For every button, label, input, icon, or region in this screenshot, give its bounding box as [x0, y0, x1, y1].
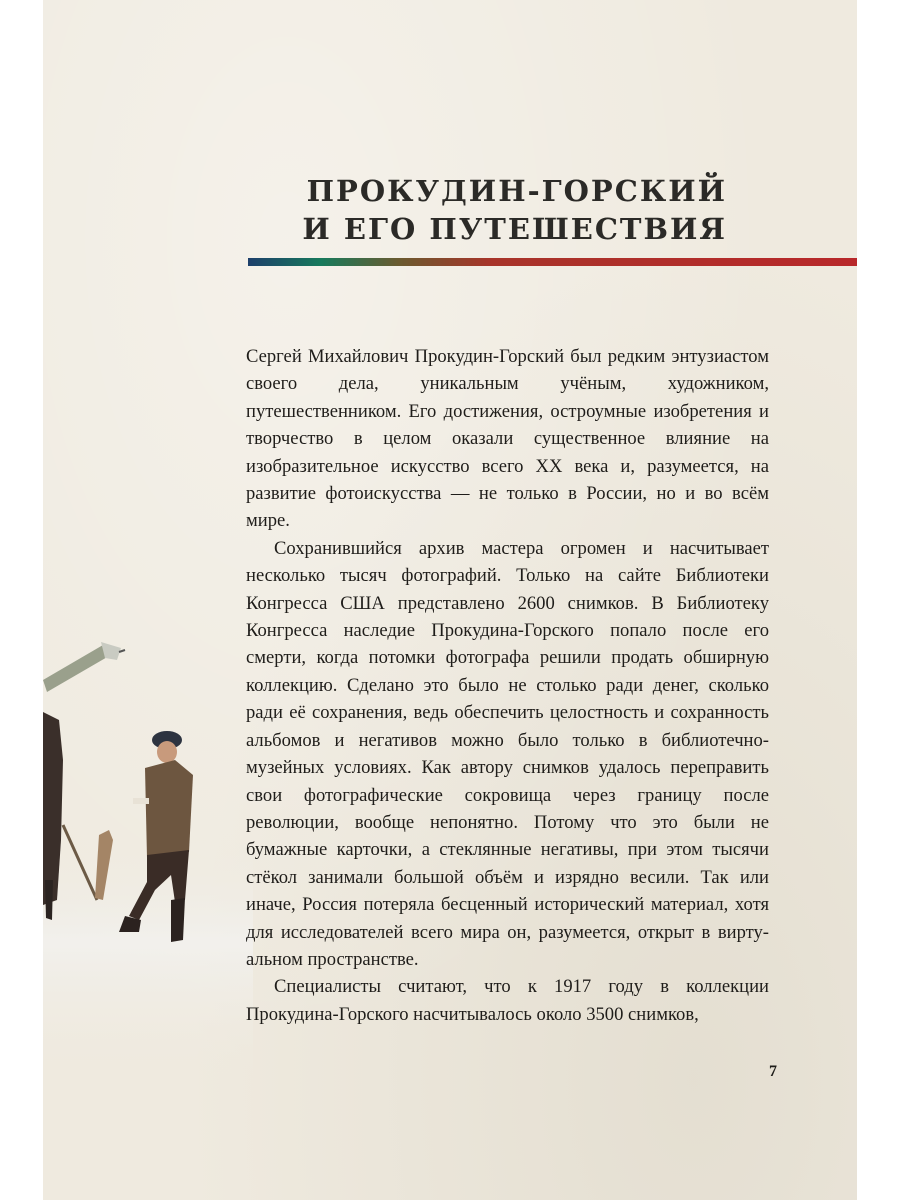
chapter-title	[302, 172, 727, 248]
page-number: 7	[769, 1063, 777, 1080]
chapter-title-line-1: ПРОКУДИН-ГОРСКИЙ	[306, 174, 727, 208]
chapter-title-line-2: И ЕГО ПУТЕШЕСТВИЯ	[302, 212, 727, 246]
photo-men-in-snow	[43, 600, 253, 1200]
title-underline	[248, 258, 857, 266]
paragraph: Сохранившийся архив мастера огромен и насчитывает несколько тысяч фотографий. Только на сайте Библиотеки Конгресса США представлено 2600 снимков. В Библиотеку Конгресса наследие Прокудина-Горского попало после его смерти, когда потомки фотографа решили продать обширную коллекцию. Сделано это было не столько ради денег, сколько ради её сохранения, ведь обеспечить целостность и сохранность альбомов и негативов можно было только в библиотечно-музейных условиях. Как автору снимков удалось переправить свои фотографические сокровища через границу после революции, вообще непонятно. Потому что это были не бумажные карточки, а стеклянные негативы, при этом тысячи стёкол занимали большой объём и изрядно весили. Так или иначе, Россия потеряла бесценный исторический материал, хотя для исследователей всего мира он, разумеется, открыт в виртуальном пространстве.	[246, 537, 769, 970]
body-text	[246, 343, 769, 1028]
book-page	[43, 0, 857, 1200]
paragraph: Сергей Михайлович Прокудин-Горский был редким энтузиастом своего дела, уникальным учёным, художником, путешественником. Его достижения, остроумные изобретения и творчество в целом оказали существенное влияние на изобразительное искусство всего XX века и, разумеется, на развитие фотоискусства — не только в России, но и во всём мире.	[246, 346, 769, 532]
paragraph: Специалисты считают, что к 1917 году в коллекции Прокудина-Горского насчитывалось около 3500 снимков,	[246, 976, 769, 1025]
